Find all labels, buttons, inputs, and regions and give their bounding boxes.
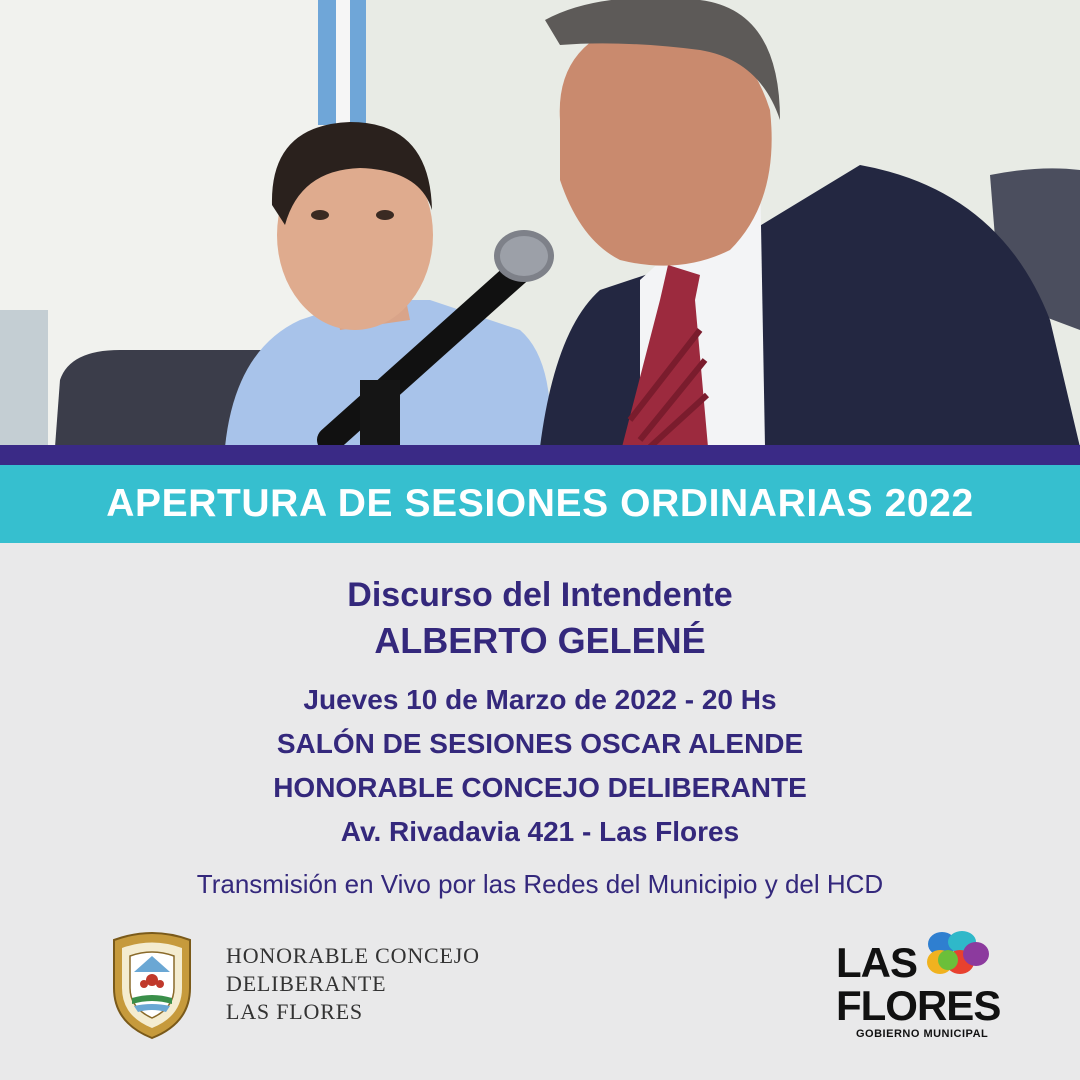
event-institution: HONORABLE CONCEJO DELIBERANTE (273, 772, 807, 803)
speaker-name: ALBERTO GELENÉ (374, 620, 706, 661)
hcd-logo (106, 928, 480, 1040)
speech-label: Discurso del Intendente (347, 576, 733, 614)
municipal-logo-subtitle: GOBIERNO MUNICIPAL (856, 1028, 989, 1040)
municipal-logo-line2: FLORES (836, 982, 1001, 1029)
banner-accent-bar (0, 445, 1080, 465)
speaker-photo (0, 0, 1080, 447)
title-banner (0, 465, 1080, 543)
event-venue: SALÓN DE SESIONES OSCAR ALENDE (276, 728, 804, 759)
banner-title: APERTURA DE SESIONES ORDINARIAS 2022 (106, 482, 974, 525)
event-details (0, 572, 1080, 904)
hcd-name (226, 942, 480, 1026)
event-date-time: Jueves 10 de Marzo de 2022 - 20 Hs (303, 684, 777, 715)
municipal-logo (836, 930, 1001, 1040)
hcd-name-line: HONORABLE CONCEJO (226, 943, 480, 968)
flower-logo-icon (914, 930, 996, 982)
event-address: Av. Rivadavia 421 - Las Flores (340, 816, 740, 847)
hcd-crest-icon (106, 928, 198, 1040)
broadcast-note: Transmisión en Vivo por las Redes del Municipio y del HCD (196, 869, 884, 899)
municipal-logo-line1: LAS (836, 939, 917, 986)
hcd-name-line: LAS FLORES (226, 999, 363, 1024)
hcd-name-line: DELIBERANTE (226, 971, 387, 996)
